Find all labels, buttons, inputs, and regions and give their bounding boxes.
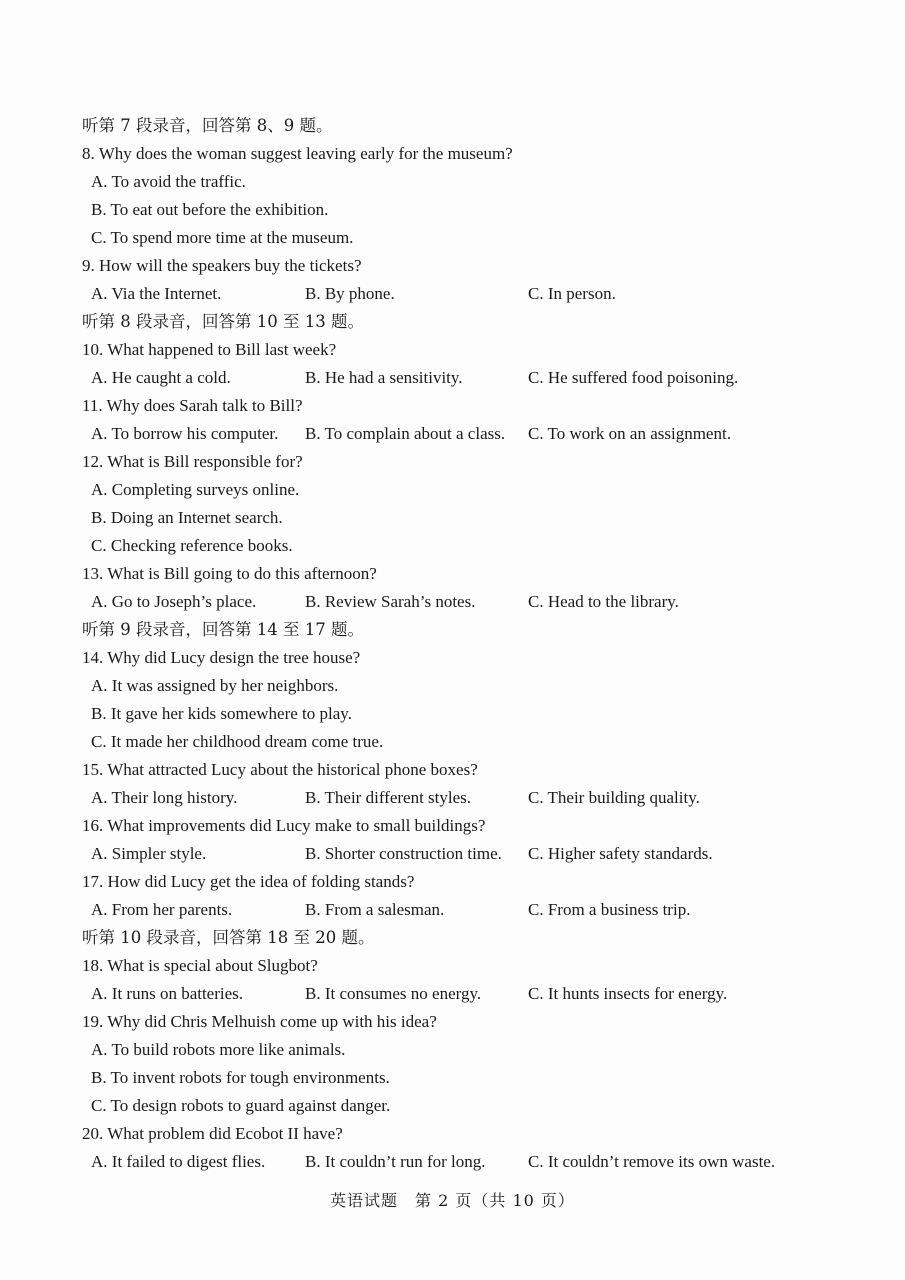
option-a: A. From her parents. [91,900,233,919]
section-heading: 听第 10 段录音，回答第 18 至 20 题。 [82,928,375,947]
option-b: B. From a salesman. [305,900,445,919]
option-line: A. It was assigned by her neighbors. [91,676,339,695]
question-text: 13. What is Bill going to do this afternoon? [82,564,377,583]
option-a: A. Go to Joseph’s place. [91,592,257,611]
option-line: A. To build robots more like animals. [91,1040,346,1059]
option-a: A. It runs on batteries. [91,984,244,1003]
option-b: B. By phone. [305,284,395,303]
option-a: A. To borrow his computer. [91,424,279,443]
option-line: B. To eat out before the exhibition. [91,200,329,219]
option-row [82,588,882,616]
option-row [82,784,882,812]
option-line: C. Checking reference books. [91,536,293,555]
option-line: A. To avoid the traffic. [91,172,246,191]
option-row [82,364,882,392]
question-text: 19. Why did Chris Melhuish come up with his idea? [82,1012,437,1031]
option-row [82,840,882,868]
option-b: B. To complain about a class. [305,424,506,443]
question-text: 16. What improvements did Lucy make to small buildings? [82,816,486,835]
question-text: 12. What is Bill responsible for? [82,452,303,471]
question-text: 15. What attracted Lucy about the historical phone boxes? [82,760,478,779]
question-text: 20. What problem did Ecobot II have? [82,1124,343,1143]
option-a: A. Via the Internet. [91,284,222,303]
option-row [82,280,882,308]
option-c: C. It couldn’t remove its own waste. [528,1152,776,1171]
question-text: 11. Why does Sarah talk to Bill? [82,396,303,415]
option-b: B. Shorter construction time. [305,844,502,863]
section-heading: 听第 9 段录音，回答第 14 至 17 题。 [82,620,364,639]
option-row [82,896,882,924]
option-c: C. To work on an assignment. [528,424,731,443]
option-a: A. Simpler style. [91,844,207,863]
option-line: B. To invent robots for tough environments. [91,1068,390,1087]
option-row [82,420,882,448]
option-line: A. Completing surveys online. [91,480,300,499]
question-text: 17. How did Lucy get the idea of folding stands? [82,872,415,891]
option-line: B. Doing an Internet search. [91,508,283,527]
page-footer: 英语试题 第 2 页（共 10 页） [330,1191,575,1210]
option-c: C. It hunts insects for energy. [528,984,728,1003]
option-b: B. Review Sarah’s notes. [305,592,476,611]
option-c: C. Head to the library. [528,592,679,611]
option-line: C. To spend more time at the museum. [91,228,354,247]
option-c: C. Higher safety standards. [528,844,713,863]
exam-content [82,112,882,1176]
option-b: B. It couldn’t run for long. [305,1152,486,1171]
option-c: C. From a business trip. [528,900,691,919]
section-heading: 听第 8 段录音，回答第 10 至 13 题。 [82,312,364,331]
option-row [82,1148,882,1176]
option-a: A. He caught a cold. [91,368,231,387]
option-a: A. Their long history. [91,788,238,807]
option-c: C. In person. [528,284,616,303]
option-c: C. He suffered food poisoning. [528,368,739,387]
question-text: 14. Why did Lucy design the tree house? [82,648,361,667]
option-a: A. It failed to digest flies. [91,1152,266,1171]
question-text: 9. How will the speakers buy the tickets? [82,256,362,275]
option-line: C. It made her childhood dream come true. [91,732,384,751]
option-line: C. To design robots to guard against danger. [91,1096,391,1115]
option-c: C. Their building quality. [528,788,700,807]
section-heading: 听第 7 段录音，回答第 8、9 题。 [82,116,333,135]
option-row [82,980,882,1008]
option-b: B. Their different styles. [305,788,472,807]
option-b: B. He had a sensitivity. [305,368,463,387]
question-text: 8. Why does the woman suggest leaving early for the museum? [82,144,513,163]
option-b: B. It consumes no energy. [305,984,482,1003]
question-text: 18. What is special about Slugbot? [82,956,318,975]
option-line: B. It gave her kids somewhere to play. [91,704,352,723]
question-text: 10. What happened to Bill last week? [82,340,337,359]
